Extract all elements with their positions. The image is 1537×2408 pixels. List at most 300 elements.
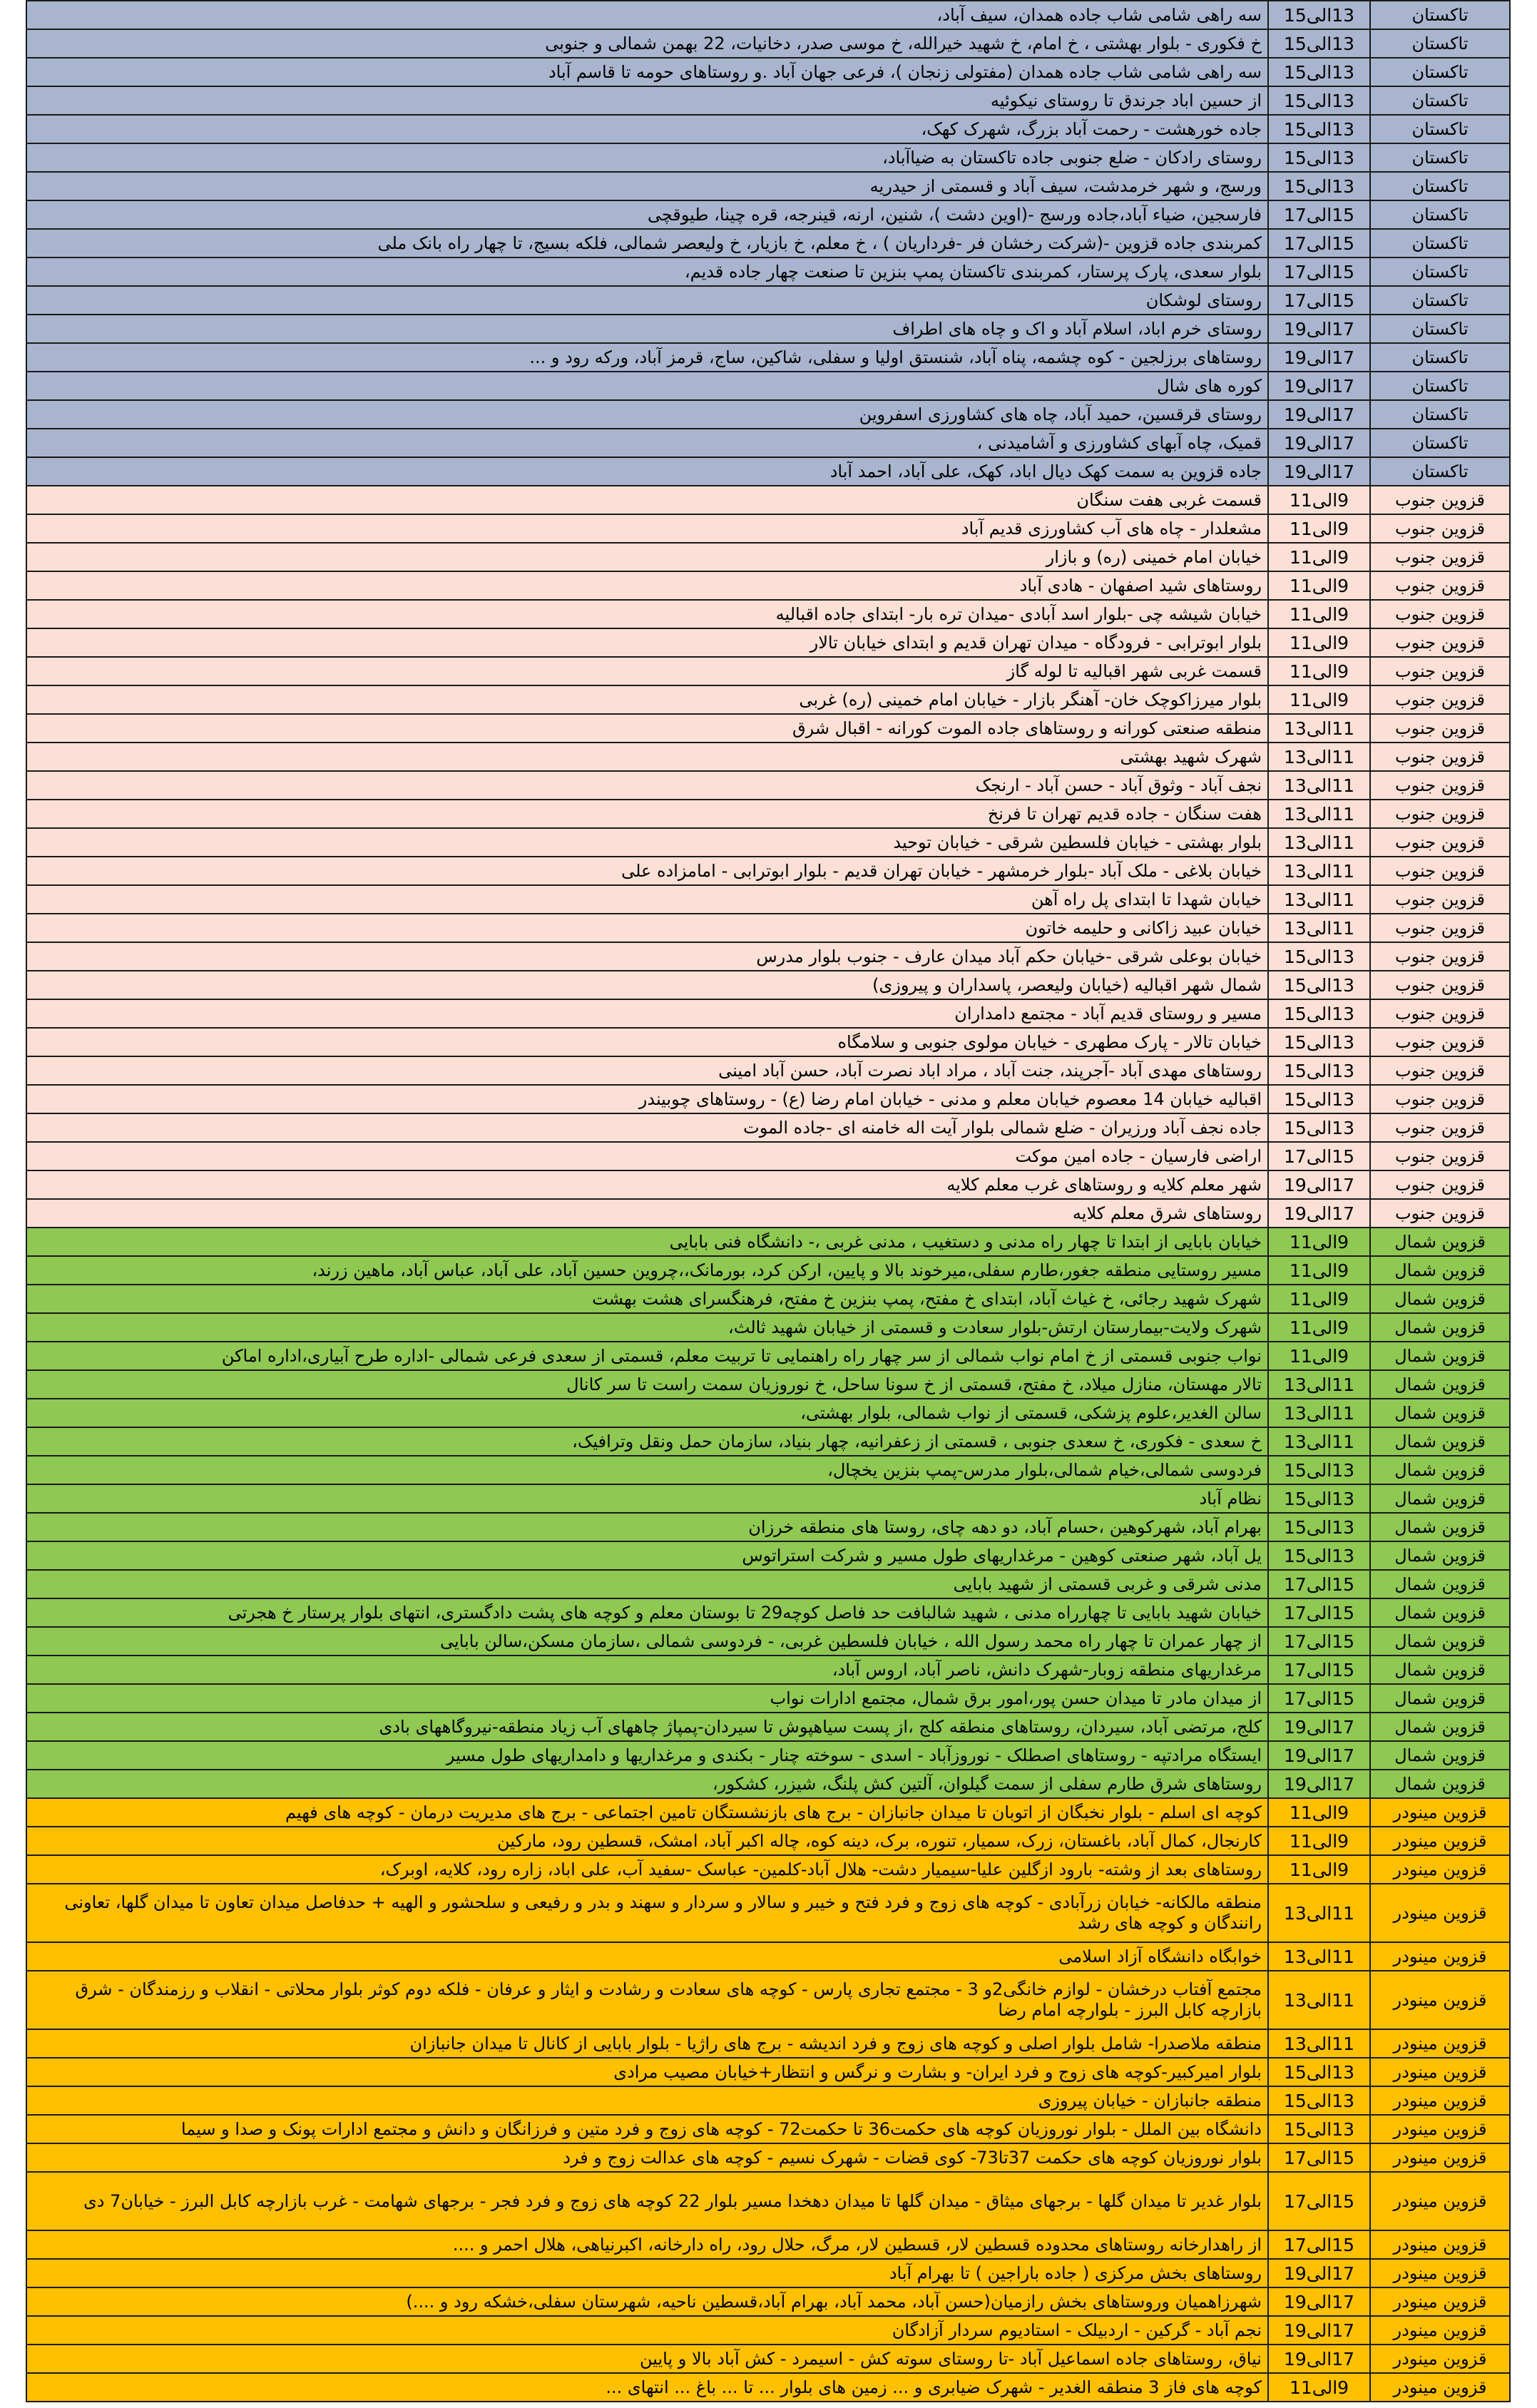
region-cell: تاکستان [1370, 115, 1510, 143]
region-cell: قزوین مینودر [1370, 1855, 1510, 1884]
area-cell: خیابان شهدا تا ابتدای پل راه آهن [26, 885, 1268, 914]
table-row [26, 257, 1510, 286]
table-row [26, 143, 1510, 172]
region-cell: قزوین مینودر [1370, 1942, 1510, 1971]
time-range-cell: 17الی19 [1268, 400, 1370, 429]
region-cell: قزوین جنوب [1370, 1113, 1510, 1142]
table-row [26, 229, 1510, 257]
region-cell: قزوین جنوب [1370, 857, 1510, 885]
area-cell: ورسج، و شهر خرمدشت، سیف آباد و قسمتی از حیدریه [26, 172, 1268, 200]
time-range-cell: 13الی15 [1268, 143, 1370, 172]
region-cell: قزوین مینودر [1370, 1827, 1510, 1855]
region-cell: قزوین جنوب [1370, 743, 1510, 771]
area-cell: هفت سنگان - جاده قدیم تهران تا فرنخ [26, 800, 1268, 828]
region-cell: قزوین جنوب [1370, 971, 1510, 999]
time-range-cell: 15الی17 [1268, 229, 1370, 257]
area-cell: جاده خورهشت - رحمت آباد بزرگ، شهرک کهک، [26, 115, 1268, 143]
time-range-cell: 9الی11 [1268, 514, 1370, 543]
time-range-cell: 13الی15 [1268, 29, 1370, 58]
region-cell: تاکستان [1370, 229, 1510, 257]
area-cell: کوچه های فاز 3 منطقه الغدیر - شهرک ضیابری و ... زمین های بلوار ... تا ... باغ ... انتهای ... [26, 2373, 1268, 2402]
region-cell: قزوین مینودر [1370, 2287, 1510, 2316]
area-cell: سه راهی شامی شاب جاده همدان (مفتولی زنجان )، فرعی جهان آباد .و روستاهای حومه تا قاسم آباد [26, 58, 1268, 86]
area-cell: شهرزاهمیان وروستاهای بخش رازمیان(حسن آباد، محمد آباد، بهرام آباد،قسطین ناحیه، شهرستان سفلی،خشکه رود و ....) [26, 2287, 1268, 2316]
table-row [26, 571, 1510, 600]
region-cell: قزوین جنوب [1370, 942, 1510, 971]
area-cell: سه راهی شامی شاب جاده همدان، سیف آباد، [26, 1, 1268, 29]
table-row [26, 1598, 1510, 1627]
time-range-cell: 9الی11 [1268, 2373, 1370, 2402]
time-range-cell: 11الی13 [1268, 1884, 1370, 1942]
region-cell: قزوین جنوب [1370, 657, 1510, 685]
region-cell: قزوین شمال [1370, 1684, 1510, 1713]
region-cell: قزوین جنوب [1370, 628, 1510, 657]
time-range-cell: 11الی13 [1268, 885, 1370, 914]
area-cell: شمال شهر اقبالیه (خیابان ولیعصر، پاسداران و پیروزی) [26, 971, 1268, 999]
area-cell: کارنجال، کمال آباد، باغستان، زرک، سمیار، تنوره، برک، دینه کوه، چاله اکبر آباد، امشک، قسطین رود، مارکین [26, 1827, 1268, 1855]
area-cell: خیابان بلاغی - ملک آباد -بلوار خرمشهر - خیابان تهران قدیم - بلوار ابوترابی - امامزاده علی [26, 857, 1268, 885]
region-cell: قزوین جنوب [1370, 543, 1510, 571]
area-cell: اقبالیه خیابان 14 معصوم خیابان معلم و مدنی - خیابان امام رضا (ع) - روستاهای چوبیندر [26, 1085, 1268, 1113]
region-cell: تاکستان [1370, 457, 1510, 486]
time-range-cell: 13الی15 [1268, 172, 1370, 200]
area-cell: منطقه صنعتی کورانه و روستاهای جاده الموت کورانه - اقبال شرق [26, 714, 1268, 743]
table-row [26, 2029, 1510, 2058]
table-row [26, 1313, 1510, 1342]
table-row [26, 914, 1510, 942]
area-cell: خ سعدی - فکوری، خ سعدی جنوبی ، قسمتی از زعفرانیه، چهار بنیاد، سازمان حمل ونقل وترافیک، [26, 1427, 1268, 1456]
table-row [26, 2086, 1510, 2115]
region-cell: قزوین شمال [1370, 1598, 1510, 1627]
region-cell: قزوین جنوب [1370, 771, 1510, 800]
table-row [26, 2287, 1510, 2316]
region-cell: قزوین مینودر [1370, 2086, 1510, 2115]
region-cell: تاکستان [1370, 200, 1510, 229]
area-cell: کوچه ای اسلم - بلوار نخبگان از اتوبان تا میدان جانبازان - برج های بازنشستگان تامین اجتماعی - برج های مدیریت درمان - کوچه های فهیم [26, 1798, 1268, 1827]
area-cell: نجف آباد - وثوق آباد - حسن آباد - ارنجک [26, 771, 1268, 800]
table-row [26, 685, 1510, 714]
region-cell: قزوین مینودر [1370, 2029, 1510, 2058]
table-row [26, 486, 1510, 514]
time-range-cell: 13الی15 [1268, 1028, 1370, 1056]
region-cell: قزوین شمال [1370, 1713, 1510, 1741]
area-cell: روستاهای برزلجین - کوه چشمه، پناه آباد، شنستق اولیا و سفلی، شاکین، ساج، قرمز آباد، ورکه رود و ... [26, 343, 1268, 372]
time-range-cell: 13الی15 [1268, 999, 1370, 1028]
table-row [26, 1142, 1510, 1170]
table-row [26, 1855, 1510, 1884]
table-row [26, 286, 1510, 315]
time-range-cell: 13الی15 [1268, 2086, 1370, 2115]
area-cell: خ فکوری - بلوار بهشتی ، خ امام، خ شهید خیرالله، خ موسی صدر، دخانیات، 22 بهمن شمالی و جنوبی [26, 29, 1268, 58]
area-cell: تالار مهستان، منازل میلاد، خ مفتح، قسمتی از خ سونا ساحل، خ نوروزیان سمت راست تا سر کانال [26, 1370, 1268, 1399]
region-cell: قزوین جنوب [1370, 1199, 1510, 1228]
region-cell: قزوین جنوب [1370, 486, 1510, 514]
table-row [26, 971, 1510, 999]
region-cell: قزوین شمال [1370, 1256, 1510, 1285]
region-cell: قزوین مینودر [1370, 2259, 1510, 2287]
table-row [26, 1942, 1510, 1971]
time-range-cell: 11الی13 [1268, 1399, 1370, 1427]
time-range-cell: 13الی15 [1268, 2058, 1370, 2086]
region-cell: قزوین مینودر [1370, 2172, 1510, 2230]
area-cell: کمربندی جاده قزوین -(شرکت رخشان فر -فرداریان ) ، خ معلم، خ بازیار، خ ولیعصر شمالی، فلکه بسیج، تا چهار راه بانک ملی [26, 229, 1268, 257]
table-row [26, 628, 1510, 657]
table-row [26, 457, 1510, 486]
region-cell: قزوین جنوب [1370, 1142, 1510, 1170]
table-row [26, 1570, 1510, 1598]
table-row [26, 1228, 1510, 1256]
area-cell: منطقه ملاصدرا- شامل بلوار اصلی و کوچه های زوج و فرد اندیشه - برج های راژیا - بلوار بابایی از کانال تا میدان جانبازان [26, 2029, 1268, 2058]
region-cell: قزوین شمال [1370, 1541, 1510, 1570]
outage-schedule-sheet [27, 0, 1511, 2402]
area-cell: مسیر و روستای قدیم آباد - مجتمع دامداران [26, 999, 1268, 1028]
area-cell: مجتمع آفتاب درخشان - لوازم خانگی2و 3 - مجتمع تجاری پارس - کوچه های سعادت و رشادت و ایثار و عرفان - فلکه دوم کوثر بلوار محلاتی - انقلاب و رزمندگان - شرق بازارچه کابل البرز - بلوارچه امام رضا [26, 1971, 1268, 2029]
time-range-cell: 9الی11 [1268, 657, 1370, 685]
area-cell: روستاهای شرق طارم سفلی از سمت گیلوان، آلتین کش پلنگ، شیزر، کشکور، [26, 1770, 1268, 1798]
region-cell: تاکستان [1370, 343, 1510, 372]
table-row [26, 315, 1510, 343]
region-cell: قزوین جنوب [1370, 714, 1510, 743]
table-row [26, 1741, 1510, 1770]
region-cell: قزوین مینودر [1370, 2115, 1510, 2143]
region-cell: قزوین جنوب [1370, 885, 1510, 914]
time-range-cell: 9الی11 [1268, 685, 1370, 714]
time-range-cell: 9الی11 [1268, 543, 1370, 571]
region-cell: قزوین شمال [1370, 1656, 1510, 1684]
time-range-cell: 9الی11 [1268, 1313, 1370, 1342]
area-cell: مسیر روستایی منطقه جغور،طارم سفلی،میرخوند بالا و پایین، ارکن کرد، بورمانک،،چروین حسین آباد، علی آباد، عباس آباد، ماهین زرند، [26, 1256, 1268, 1285]
time-range-cell: 9الی11 [1268, 571, 1370, 600]
table-row [26, 942, 1510, 971]
area-cell: روستای لوشکان [26, 286, 1268, 315]
region-cell: تاکستان [1370, 143, 1510, 172]
area-cell: قمیک، چاه آبهای کشاورزی و آشامیدنی ، [26, 429, 1268, 457]
region-cell: قزوین مینودر [1370, 2230, 1510, 2259]
area-cell: خیابان شیشه چی -بلوار اسد آبادی -میدان تره بار- ابتدای جاده اقبالیه [26, 600, 1268, 628]
region-cell: قزوین شمال [1370, 1342, 1510, 1370]
area-cell: ایستگاه مرادتپه - روستاهای اصطلک - نوروزآباد - اسدی - سوخته چنار - بکندی و مرغداریها و دامداریهای طول مسیر [26, 1741, 1268, 1770]
time-range-cell: 15الی17 [1268, 2172, 1370, 2230]
table-row [26, 1827, 1510, 1855]
table-row [26, 514, 1510, 543]
area-cell: بلوار غدیر تا میدان گلها - برجهای میثاق - میدان گلها تا میدان دهخدا مسیر بلوار 22 کوچه های زوج و فرد فجر - برجهای شهامت - غرب بازارچه کابل البرز - خیابان7 دی [26, 2172, 1268, 2230]
time-range-cell: 9الی11 [1268, 628, 1370, 657]
time-range-cell: 17الی19 [1268, 1713, 1370, 1741]
time-range-cell: 17الی19 [1268, 1741, 1370, 1770]
table-row [26, 115, 1510, 143]
table-row [26, 1085, 1510, 1113]
area-cell: بلوار امیرکبیر-کوچه های زوج و فرد ایران- و بشارت و نرگس و انتظار+خیابان مصیب مرادی [26, 2058, 1268, 2086]
time-range-cell: 11الی13 [1268, 1427, 1370, 1456]
region-cell: قزوین مینودر [1370, 2058, 1510, 2086]
time-range-cell: 11الی13 [1268, 714, 1370, 743]
table-row [26, 1170, 1510, 1199]
table-row [26, 372, 1510, 400]
time-range-cell: 11الی13 [1268, 771, 1370, 800]
area-cell: از میدان مادر تا میدان حسن پور،امور برق شمال، مجتمع ادارات نواب [26, 1684, 1268, 1713]
region-cell: قزوین مینودر [1370, 1884, 1510, 1942]
area-cell: نظام آباد [26, 1484, 1268, 1513]
area-cell: خیابان عبید زاکانی و حلیمه خاتون [26, 914, 1268, 942]
region-cell: قزوین جنوب [1370, 999, 1510, 1028]
time-range-cell: 17الی19 [1268, 1770, 1370, 1798]
time-range-cell: 11الی13 [1268, 857, 1370, 885]
area-cell: مرغداریهای منطقه زوبار-شهرک دانش، ناصر آباد، اروس آباد، [26, 1656, 1268, 1684]
region-cell: تاکستان [1370, 86, 1510, 115]
area-cell: بلوار نوروزیان کوچه های حکمت 37تا73- کوی قضات - شهرک نسیم - کوچه های عدالت زوج و فرد [26, 2143, 1268, 2172]
table-row [26, 58, 1510, 86]
region-cell: قزوین شمال [1370, 1285, 1510, 1313]
region-cell: قزوین مینودر [1370, 1971, 1510, 2029]
region-cell: قزوین شمال [1370, 1570, 1510, 1598]
table-row [26, 1627, 1510, 1656]
region-cell: تاکستان [1370, 58, 1510, 86]
table-row [26, 1427, 1510, 1456]
time-range-cell: 17الی19 [1268, 429, 1370, 457]
time-range-cell: 15الی17 [1268, 1598, 1370, 1627]
time-range-cell: 9الی11 [1268, 1256, 1370, 1285]
table-row [26, 172, 1510, 200]
area-cell: خیابان امام خمینی (ره) و بازار [26, 543, 1268, 571]
region-cell: تاکستان [1370, 29, 1510, 58]
region-cell: قزوین مینودر [1370, 2316, 1510, 2345]
region-cell: قزوین شمال [1370, 1627, 1510, 1656]
table-row [26, 828, 1510, 857]
table-row [26, 714, 1510, 743]
time-range-cell: 17الی19 [1268, 372, 1370, 400]
area-cell: روستاهای بعد از وشته- بارود ازگلین علیا-سیمیار دشت- هلال آباد-کلمین- عباسک -سفید آب، علی اباد، زاره رود، کلایه، اوبرک، [26, 1855, 1268, 1884]
region-cell: قزوین جنوب [1370, 828, 1510, 857]
table-row [26, 2316, 1510, 2345]
area-cell: روستاهای شرق معلم کلایه [26, 1199, 1268, 1228]
area-cell: قسمت غربی هفت سنگان [26, 486, 1268, 514]
region-cell: تاکستان [1370, 429, 1510, 457]
area-cell: جاده نجف آباد ورزیران - ضلع شمالی بلوار آیت اله خامنه ای -جاده الموت [26, 1113, 1268, 1142]
time-range-cell: 13الی15 [1268, 1085, 1370, 1113]
area-cell: روستاهای بخش مرکزی ( جاده باراجین ) تا بهرام آباد [26, 2259, 1268, 2287]
region-cell: قزوین جنوب [1370, 571, 1510, 600]
time-range-cell: 13الی15 [1268, 58, 1370, 86]
area-cell: منطقه مالکانه- خیابان زرآبادی - کوچه های زوج و فرد فتح و خیبر و سالار و سردار و سهند و بدر و رفیعی و سلحشور و الهیه + حدفاصل میدان تعاون تا میدان گلها، تعاونی رانندگان و کوچه های رشد [26, 1884, 1268, 1942]
time-range-cell: 11الی13 [1268, 1942, 1370, 1971]
table-row [26, 2115, 1510, 2143]
region-cell: تاکستان [1370, 372, 1510, 400]
region-cell: قزوین شمال [1370, 1484, 1510, 1513]
area-cell: خیابان شهید بابایی تا چهارراه مدنی ، شهید شالبافت حد فاصل کوچه29 تا بوستان معلم و کوچه های پشت دادگستری، انتهای بلوار پرستار خ هجرتی [26, 1598, 1268, 1627]
table-row [26, 86, 1510, 115]
area-cell: روستاهای شید اصفهان - هادی آباد [26, 571, 1268, 600]
area-cell: اراضی فارسیان - جاده امین موکت [26, 1142, 1268, 1170]
table-row [26, 771, 1510, 800]
table-row [26, 857, 1510, 885]
area-cell: خیابان بابایی از ابتدا تا چهار راه مدنی و دستغیب ، مدنی غربی ،- دانشگاه فنی بابایی [26, 1228, 1268, 1256]
area-cell: شهرک شهید رجائی، خ غیاث آباد، ابتدای خ مفتح، پمپ بنزین خ مفتح، فرهنگسرای هشت بهشت [26, 1285, 1268, 1313]
region-cell: قزوین شمال [1370, 1513, 1510, 1541]
table-row [26, 1028, 1510, 1056]
area-cell: بلوار میرزاکوچک خان- آهنگر بازار - خیابان امام خمینی (ره) غربی [26, 685, 1268, 714]
table-row [26, 1, 1510, 29]
region-cell: قزوین شمال [1370, 1313, 1510, 1342]
time-range-cell: 17الی19 [1268, 2345, 1370, 2373]
region-cell: قزوین جنوب [1370, 1056, 1510, 1085]
time-range-cell: 15الی17 [1268, 1627, 1370, 1656]
time-range-cell: 11الی13 [1268, 828, 1370, 857]
table-row [26, 1541, 1510, 1570]
time-range-cell: 9الی11 [1268, 1342, 1370, 1370]
outage-schedule-body [26, 1, 1510, 2402]
region-cell: تاکستان [1370, 172, 1510, 200]
area-cell: یل آباد، شهر صنعتی کوهین - مرغداریهای طول مسیر و شرکت استراتوس [26, 1541, 1268, 1570]
region-cell: قزوین شمال [1370, 1770, 1510, 1798]
time-range-cell: 13الی15 [1268, 115, 1370, 143]
table-row [26, 2058, 1510, 2086]
area-cell: نیاق، روستاهای جاده اسماعیل آباد -تا روستای سوته کش - اسیمرد - کش آباد بالا و پایین [26, 2345, 1268, 2373]
time-range-cell: 15الی17 [1268, 2230, 1370, 2259]
region-cell: قزوین شمال [1370, 1456, 1510, 1484]
time-range-cell: 9الی11 [1268, 600, 1370, 628]
table-row [26, 400, 1510, 429]
time-range-cell: 17الی19 [1268, 2287, 1370, 2316]
time-range-cell: 9الی11 [1268, 1285, 1370, 1313]
time-range-cell: 15الی17 [1268, 1684, 1370, 1713]
time-range-cell: 15الی17 [1268, 200, 1370, 229]
region-cell: قزوین جنوب [1370, 800, 1510, 828]
region-cell: قزوین جنوب [1370, 1085, 1510, 1113]
table-row [26, 1456, 1510, 1484]
region-cell: قزوین شمال [1370, 1741, 1510, 1770]
area-cell: شهرک شهید بهشتی [26, 743, 1268, 771]
area-cell: بلوار ابوترابی - فرودگاه - میدان تهران قدیم و ابتدای خیابان تالار [26, 628, 1268, 657]
region-cell: قزوین جنوب [1370, 1028, 1510, 1056]
time-range-cell: 15الی17 [1268, 2143, 1370, 2172]
time-range-cell: 11الی13 [1268, 2029, 1370, 2058]
time-range-cell: 9الی11 [1268, 1228, 1370, 1256]
table-row [26, 2259, 1510, 2287]
table-row [26, 2172, 1510, 2230]
time-range-cell: 15الی17 [1268, 1142, 1370, 1170]
table-row [26, 885, 1510, 914]
table-row [26, 1256, 1510, 1285]
time-range-cell: 15الی17 [1268, 286, 1370, 315]
time-range-cell: 17الی19 [1268, 2259, 1370, 2287]
table-row [26, 743, 1510, 771]
table-row [26, 1342, 1510, 1370]
time-range-cell: 13الی15 [1268, 1113, 1370, 1142]
time-range-cell: 15الی17 [1268, 257, 1370, 286]
area-cell: از چهار عمران تا چهار راه محمد رسول الله ، خیابان فلسطین غربی، - فردوسی شمالی ،سازمان مسکن،سالن بابایی [26, 1627, 1268, 1656]
time-range-cell: 13الی15 [1268, 971, 1370, 999]
region-cell: تاکستان [1370, 315, 1510, 343]
area-cell: بلوار سعدی، پارک پرستار، کمربندی تاکستان پمپ بنزین تا صنعت چهار جاده قدیم، [26, 257, 1268, 286]
time-range-cell: 13الی15 [1268, 1513, 1370, 1541]
table-row [26, 1370, 1510, 1399]
region-cell: قزوین مینودر [1370, 1798, 1510, 1827]
area-cell: سالن الغدیر،علوم پزشکی، قسمتی از نواب شمالی، بلوار بهشتی، [26, 1399, 1268, 1427]
area-cell: از حسین اباد جرندق تا روستای نیکوئیه [26, 86, 1268, 115]
region-cell: قزوین جنوب [1370, 914, 1510, 942]
area-cell: روستای رادکان - ضلع جنوبی جاده تاکستان به ضیاآباد، [26, 143, 1268, 172]
table-row [26, 1199, 1510, 1228]
region-cell: تاکستان [1370, 400, 1510, 429]
area-cell: شهر معلم کلایه و روستاهای غرب معلم کلایه [26, 1170, 1268, 1199]
area-cell: از راهدارخانه روستاهای محدوده قسطین لار، قسطین لار، مرگ، حلال رود، راه دارخانه، اکبرنیاهی، هلال احمر و .... [26, 2230, 1268, 2259]
table-row [26, 2345, 1510, 2373]
area-cell: خیابان تالار - پارک مطهری - خیابان مولوی جنوبی و سلامگاه [26, 1028, 1268, 1056]
area-cell: روستای قرقسین، حمید آباد، چاه های کشاورزی اسفروین [26, 400, 1268, 429]
region-cell: قزوین مینودر [1370, 2143, 1510, 2172]
table-row [26, 1113, 1510, 1142]
region-cell: قزوین جنوب [1370, 514, 1510, 543]
time-range-cell: 11الی13 [1268, 743, 1370, 771]
table-row [26, 1684, 1510, 1713]
region-cell: تاکستان [1370, 1, 1510, 29]
table-row [26, 1399, 1510, 1427]
table-row [26, 1285, 1510, 1313]
table-row [26, 200, 1510, 229]
time-range-cell: 9الی11 [1268, 1855, 1370, 1884]
table-row [26, 657, 1510, 685]
table-row [26, 1656, 1510, 1684]
area-cell: شهرک ولایت-بیمارستان ارتش-بلوار سعادت و قسمتی از خیابان شهید ثالث، [26, 1313, 1268, 1342]
area-cell: منطقه جانبازان - خیابان پیروزی [26, 2086, 1268, 2115]
area-cell: جاده قزوین به سمت کهک دیال اباد، کهک، علی آباد، احمد آباد [26, 457, 1268, 486]
table-row [26, 343, 1510, 372]
time-range-cell: 15الی17 [1268, 1656, 1370, 1684]
area-cell: خیابان بوعلی شرقی -خیابان حکم آباد میدان عارف - جنوب بلوار مدرس [26, 942, 1268, 971]
time-range-cell: 11الی13 [1268, 1370, 1370, 1399]
time-range-cell: 9الی11 [1268, 486, 1370, 514]
time-range-cell: 17الی19 [1268, 2316, 1370, 2345]
area-cell: روستاهای مهدی آباد -آجرپند، جنت آباد ، مراد اباد نصرت آباد، حسن آباد امینی [26, 1056, 1268, 1085]
area-cell: خوابگاه دانشگاه آزاد اسلامی [26, 1942, 1268, 1971]
region-cell: قزوین شمال [1370, 1427, 1510, 1456]
time-range-cell: 13الی15 [1268, 2115, 1370, 2143]
time-range-cell: 13الی15 [1268, 1484, 1370, 1513]
time-range-cell: 11الی13 [1268, 800, 1370, 828]
time-range-cell: 11الی13 [1268, 914, 1370, 942]
region-cell: قزوین جنوب [1370, 1170, 1510, 1199]
table-row [26, 800, 1510, 828]
time-range-cell: 17الی19 [1268, 315, 1370, 343]
table-row [26, 1713, 1510, 1741]
area-cell: فردوسی شمالی،خیام شمالی،بلوار مدرس-پمپ بنزین یخچال، [26, 1456, 1268, 1484]
table-row [26, 2373, 1510, 2402]
time-range-cell: 9الی11 [1268, 1798, 1370, 1827]
time-range-cell: 9الی11 [1268, 1827, 1370, 1855]
table-row [26, 1770, 1510, 1798]
time-range-cell: 13الی15 [1268, 1056, 1370, 1085]
table-row [26, 29, 1510, 58]
table-row [26, 1056, 1510, 1085]
table-row [26, 600, 1510, 628]
area-cell: بلوار بهشتی - خیابان فلسطین شرقی - خیابان توحید [26, 828, 1268, 857]
region-cell: قزوین شمال [1370, 1228, 1510, 1256]
table-row [26, 1971, 1510, 2029]
time-range-cell: 17الی19 [1268, 457, 1370, 486]
region-cell: قزوین شمال [1370, 1399, 1510, 1427]
time-range-cell: 17الی19 [1268, 1170, 1370, 1199]
table-row [26, 1513, 1510, 1541]
table-row [26, 1484, 1510, 1513]
time-range-cell: 17الی19 [1268, 343, 1370, 372]
time-range-cell: 13الی15 [1268, 86, 1370, 115]
region-cell: قزوین شمال [1370, 1370, 1510, 1399]
table-row [26, 999, 1510, 1028]
time-range-cell: 15الی17 [1268, 1570, 1370, 1598]
time-range-cell: 13الی15 [1268, 1541, 1370, 1570]
area-cell: فارسجین، ضیاء آباد،جاده ورسج -(اوین دشت )، شنین، ارنه، قینرجه، قره چینا، طیوقچی [26, 200, 1268, 229]
area-cell: نجم آباد - گرکین - اردبیلک - استادیوم سردار آزادگان [26, 2316, 1268, 2345]
